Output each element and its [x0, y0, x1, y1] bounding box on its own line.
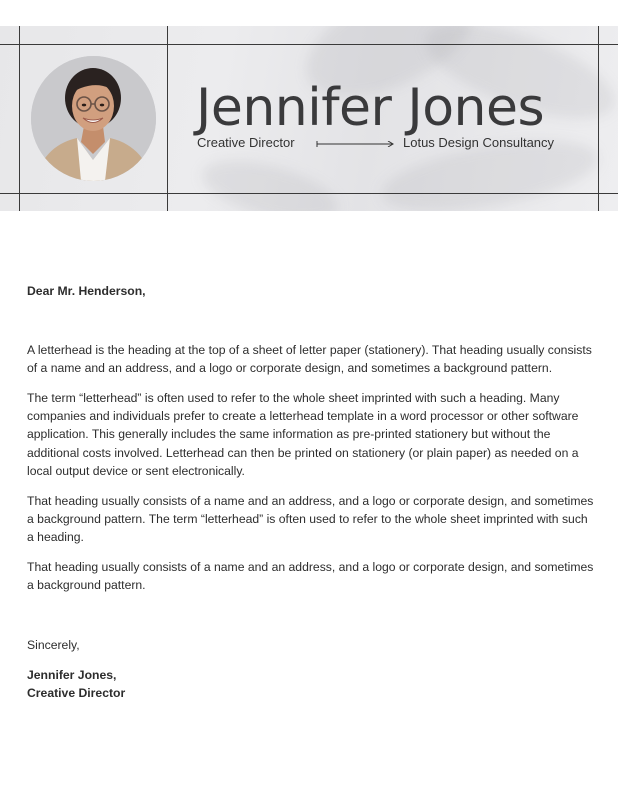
leaf-shadow	[196, 149, 344, 211]
signature-name: Jennifer Jones,	[27, 668, 117, 682]
letter-closing: Sincerely,	[27, 638, 80, 652]
frame-line-bottom	[0, 193, 618, 194]
letter-paragraph: The term “letterhead” is often used to refer to the whole sheet imprinted with such a heading. Many companies and individuals prefer to create a letterhead template in a word processor or other software application. This generally includes the same information as pre-printed stationery but without the additional costs involved. Letterhead can then be printed on stationery (or plain paper) as needed on a local output device or sent electronically.	[27, 391, 579, 478]
frame-line-right	[598, 26, 599, 211]
header-company: Lotus Design Consultancy	[403, 135, 555, 150]
header-role: Creative Director	[197, 135, 295, 150]
letter-paragraph: That heading usually consists of a name and an address, and a logo or corporate design, and sometimes a background pattern. The term “letterhead” is often used to refer to the whole sheet imprinted with such a heading.	[27, 494, 594, 545]
letterhead-banner	[0, 26, 618, 211]
profile-photo	[31, 56, 156, 181]
arrow-line-icon	[316, 141, 394, 147]
signature-title: Creative Director	[27, 686, 126, 700]
avatar	[31, 56, 156, 181]
header-name: Jennifer Jones	[196, 78, 545, 138]
letter-paragraph: A letterhead is the heading at the top of a sheet of letter paper (stationery). That heading usually consists of a name and an address, and a logo or corporate design, and sometimes a background pattern.	[27, 343, 592, 376]
frame-line-left	[19, 26, 20, 211]
frame-line-divider	[167, 26, 168, 211]
letter-greeting: Dear Mr. Henderson,	[27, 284, 146, 298]
letter-paragraph: That heading usually consists of a name and an address, and a logo or corporate design, and sometimes a background pattern.	[27, 560, 594, 593]
frame-line-top	[0, 44, 618, 45]
